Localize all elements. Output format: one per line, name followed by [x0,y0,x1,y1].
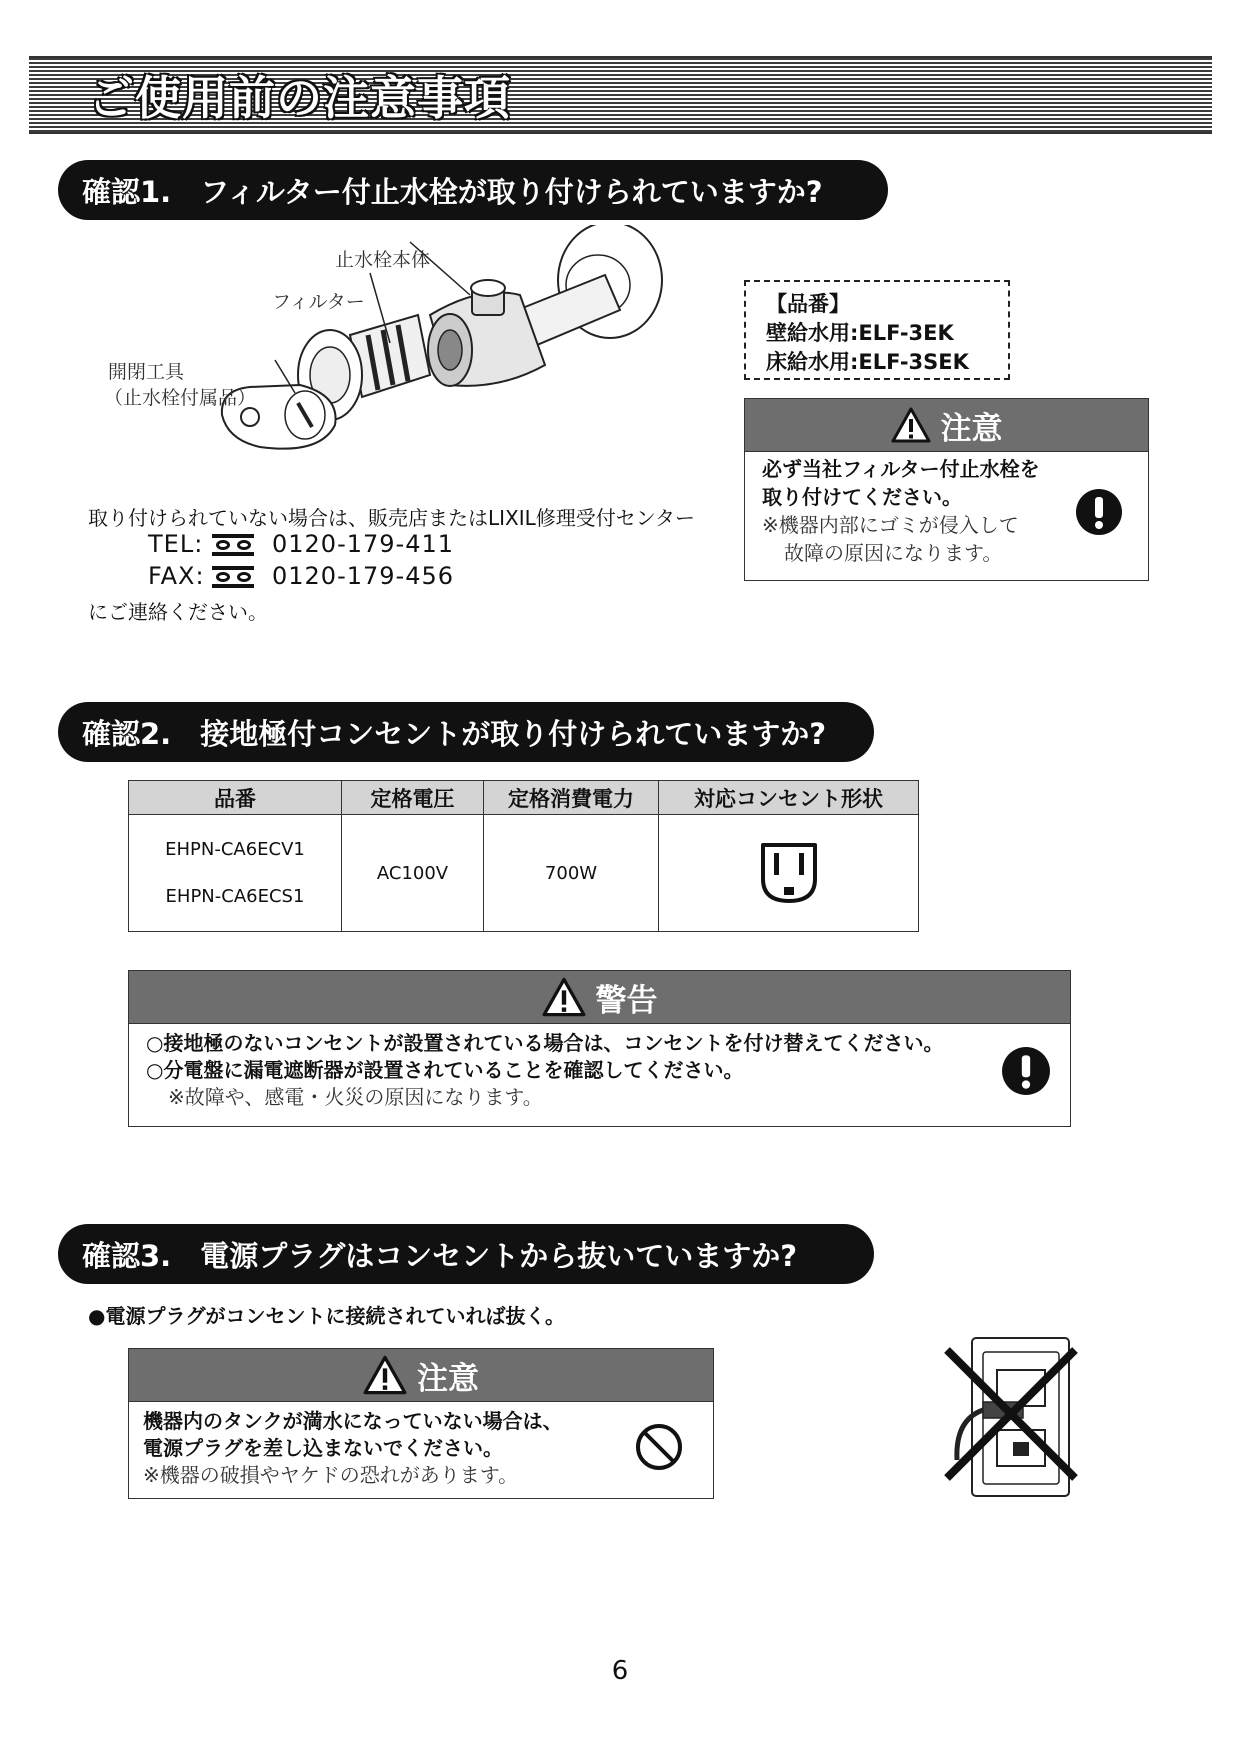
caution-line: 電源プラグを差し込まないでください。 [143,1436,503,1460]
warning-note: ※故障や、感電・火災の原因になります。 [168,1085,543,1109]
model-cell [129,815,342,932]
caution-header [745,399,1148,452]
caution-note: ※機器内部にゴミが侵入して [762,513,1019,537]
model-number: EHPN-CA6ECV1 [165,839,305,860]
voltage-cell: AC100V [342,815,484,932]
warning-triangle-icon [891,407,931,443]
mandatory-icon [1075,488,1123,536]
warning-box [128,970,1071,1127]
caution-header-text: 注意 [940,410,1003,447]
page-number: 6 [611,1656,629,1686]
section1-heading: 確認1. フィルター付止水栓が取り付けられていますか? [58,160,888,220]
prohibited-icon [634,1422,684,1472]
product-box-title: 【品番】 [766,292,850,316]
table-header: 対応コンセント形状 [659,781,919,815]
fax-label: FAX: [148,562,205,590]
freedial-icon [212,566,254,588]
warning-line: ○接地極のないコンセントが設置されている場合は、コンセントを付け替えてください。 [146,1031,944,1055]
outlet-cell [659,815,919,932]
table-header: 定格消費電力 [484,781,659,815]
filter-label: フィルター [272,291,365,313]
fax-number: 0120-179-456 [272,562,455,590]
table-header-row [129,781,919,815]
valve-body-label: 止水栓本体 [335,249,431,271]
table-header: 定格電圧 [342,781,484,815]
product-wall: 壁給水用:ELF-3EK [766,321,954,345]
caution-note: 故障の原因になります。 [784,541,1003,565]
tel-number[interactable]: 0120-179-411 [272,530,455,558]
table-header: 品番 [129,781,342,815]
caution-box-3 [128,1348,714,1499]
caution-line: 取り付けてください。 [762,485,962,509]
caution-header [129,1349,713,1402]
section2-heading: 確認2. 接地極付コンセントが取り付けられていますか? [58,702,874,762]
section3-heading: 確認3. 電源プラグはコンセントから抜いていますか? [58,1224,874,1284]
warning-header [129,971,1070,1024]
tool-label: 開閉工具 [108,361,185,383]
caution-box-1 [744,398,1149,581]
product-floor: 床給水用:ELF-3SEK [766,350,969,374]
product-number-box [744,280,1010,380]
table-row [129,815,919,932]
mandatory-icon [1001,1046,1051,1096]
contact-outro: にご連絡ください。 [88,600,268,624]
page-title: ご使用前の注意事項 [88,71,511,125]
caution-note: ※機器の破損やヤケドの恐れがあります。 [143,1463,519,1487]
spec-table [128,780,919,932]
warning-triangle-icon [542,977,586,1017]
warning-header-text: 警告 [595,982,658,1019]
freedial-icon [212,534,254,556]
unplugged-outlet-illustration [935,1330,1085,1500]
contact-intro: 取り付けられていない場合は、販売店またはLIXIL修理受付センター [88,506,695,530]
warning-triangle-icon [363,1355,407,1395]
model-number: EHPN-CA6ECS1 [165,886,305,907]
caution-line: 必ず当社フィルター付止水栓を [762,457,1040,481]
caution-line: 機器内のタンクが満水になっていない場合は、 [143,1409,563,1433]
grounded-outlet-icon [753,835,825,907]
warning-line: ○分電盤に漏電遮断器が設置されていることを確認してください。 [146,1058,744,1082]
power-cell: 700W [484,815,659,932]
caution-header-text: 注意 [417,1360,479,1397]
tool-note-label: （止水栓付属品） [104,387,257,409]
section3-instruction: ●電源プラグがコンセントに接続されていれば抜く。 [88,1304,566,1328]
tel-label: TEL: [148,530,204,558]
